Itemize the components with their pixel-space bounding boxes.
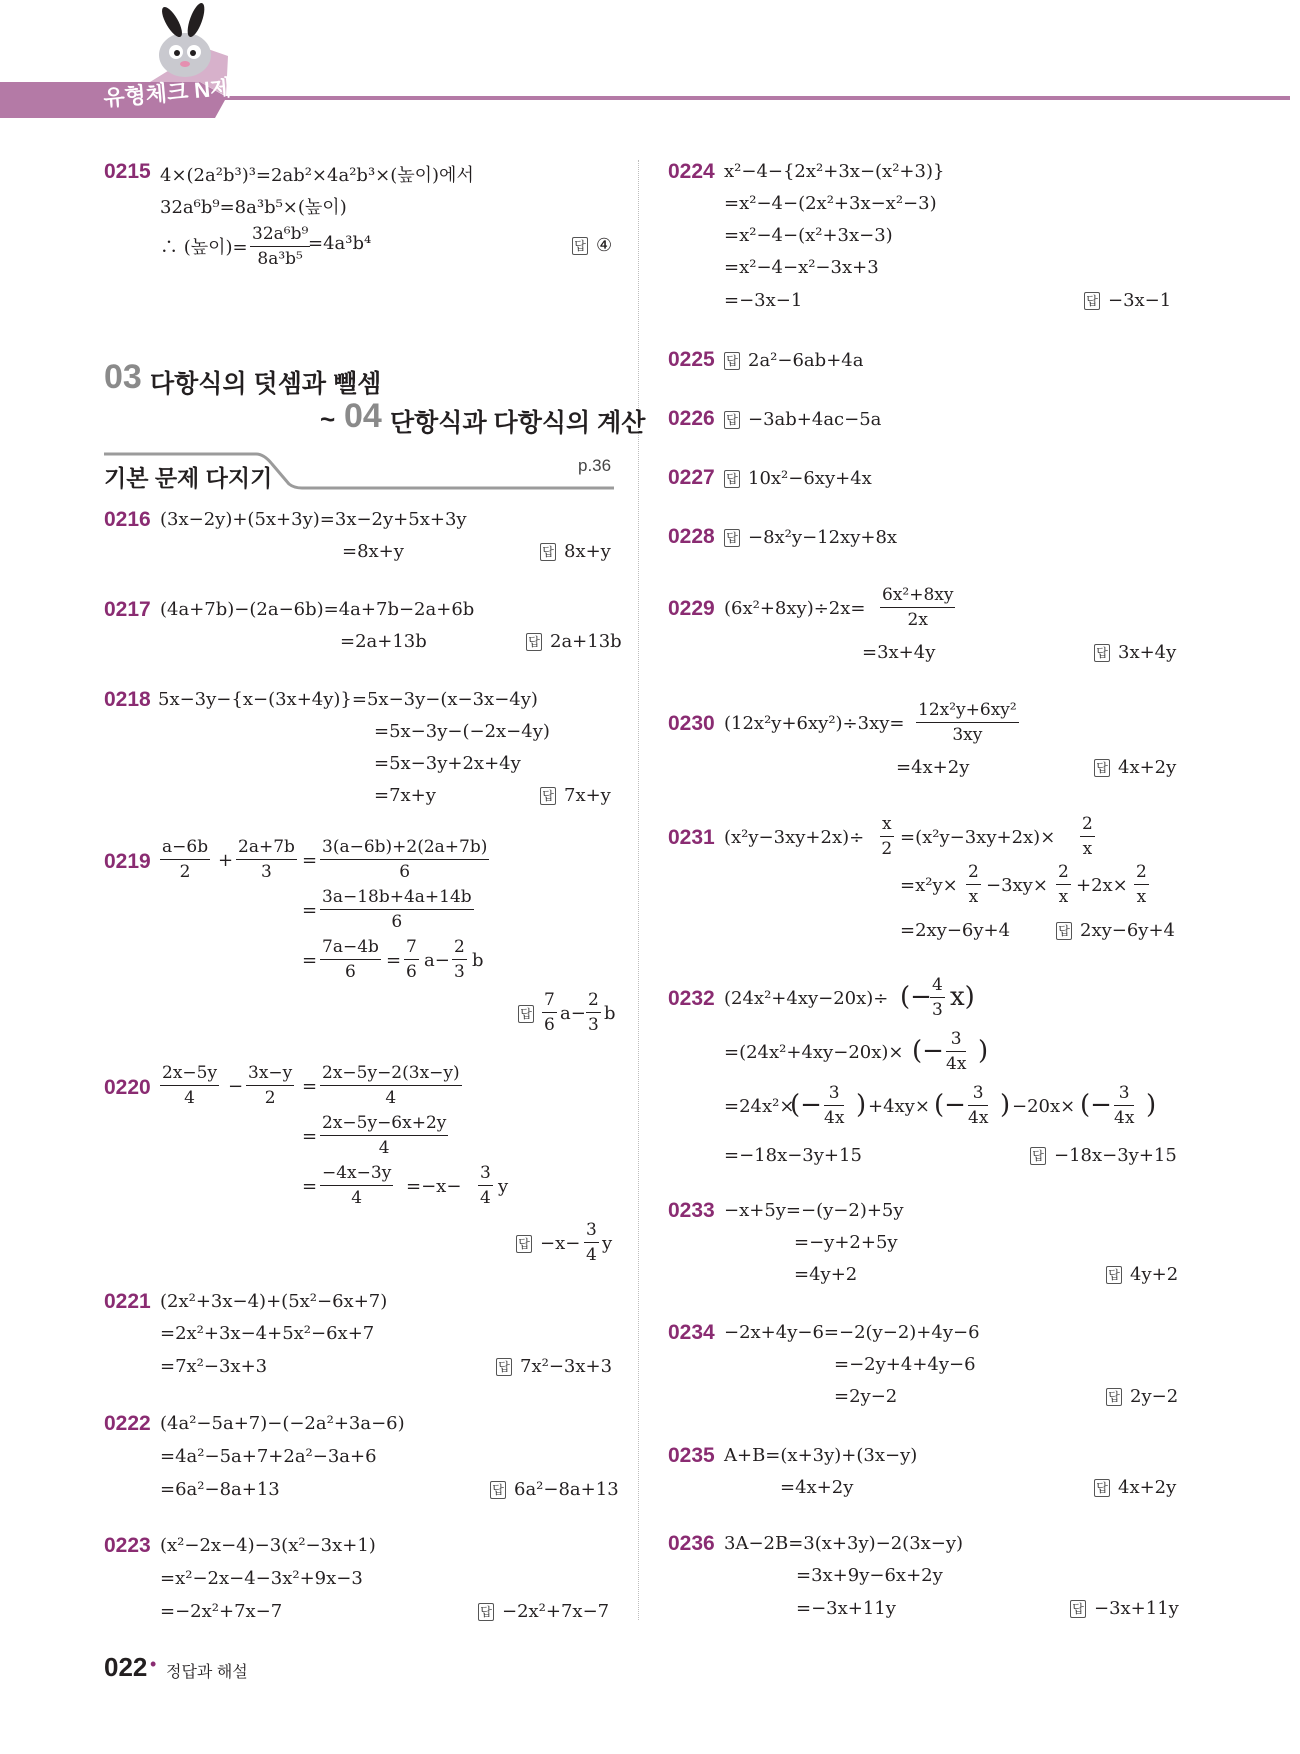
answer: 답 −3ab+4ac−5a bbox=[724, 409, 881, 430]
answer: 답 8x+y bbox=[540, 541, 611, 562]
section-number: 04 bbox=[344, 397, 382, 435]
problem-number: 0218 bbox=[104, 688, 151, 711]
solution-line: (3x−2y)+(5x+3y)=3x−2y+5x+3y bbox=[160, 509, 467, 530]
fraction: $\frac{2}{3}$ bbox=[454, 937, 465, 982]
section-title-line1: 다항식의 덧셈과 뺄셈 bbox=[150, 370, 382, 398]
fraction: $\frac{2x-5y-6x+2y}{4}$ bbox=[322, 1113, 447, 1158]
fraction: $\frac{3}{4x}$ bbox=[1114, 1083, 1135, 1128]
fraction: $\frac{7a-4b}{6}$ bbox=[322, 937, 379, 982]
footer-title: 정답과 해설 bbox=[166, 1664, 248, 1681]
problem-number: 0235 bbox=[668, 1444, 715, 1467]
problem-number: 0228 bbox=[668, 525, 715, 548]
header-banner bbox=[0, 0, 1300, 130]
answer: 답 bbox=[516, 1233, 540, 1253]
fraction: $\frac{3}{4}$ bbox=[480, 1163, 491, 1208]
answer: 답 −2x²+7x−7 bbox=[478, 1601, 609, 1622]
answer: 답 ④ bbox=[572, 235, 612, 256]
solution-line: 4×(2a²b³)³=2ab²×4a²b³×(높이)에서 bbox=[160, 165, 474, 186]
answer: 답 −18x−3y+15 bbox=[1030, 1145, 1177, 1166]
fraction: $\frac{4}{3}$ bbox=[932, 975, 943, 1020]
column-divider bbox=[638, 160, 639, 1620]
fraction: $\frac{3}{4x}$ bbox=[824, 1083, 845, 1128]
problem-number: 0221 bbox=[104, 1290, 151, 1313]
problem-number: 0223 bbox=[104, 1534, 151, 1557]
problem-number: 0219 bbox=[104, 850, 151, 873]
answer: 답 10x²−6xy+4x bbox=[724, 468, 872, 489]
fraction: $\frac{3x-y}{2}$ bbox=[248, 1063, 293, 1108]
answer: 답 −3x+11y bbox=[1070, 1598, 1179, 1619]
problem-number: 0234 bbox=[668, 1321, 715, 1344]
fraction: $\frac{3a-18b+4a+14b}{6}$ bbox=[322, 887, 472, 932]
solution-line: =8x+y bbox=[342, 541, 404, 562]
answer: 답 6a²−8a+13 bbox=[490, 1479, 619, 1500]
problem-number: 0216 bbox=[104, 508, 151, 531]
fraction: $\frac{x}{2}$ bbox=[881, 814, 893, 859]
fraction: $\frac{2}{x}$ bbox=[1136, 862, 1147, 907]
fraction: $\frac{2x-5y-2(3x-y)}{4}$ bbox=[322, 1063, 460, 1108]
solution-line: =5x−3y+2x+4y bbox=[374, 753, 521, 774]
problem-number: 0232 bbox=[668, 987, 715, 1010]
problem-number: 0217 bbox=[104, 598, 151, 621]
answer: 답 2a²−6ab+4a bbox=[724, 350, 863, 371]
page-number: 022 bbox=[104, 1652, 148, 1682]
fraction: $\frac{2}{3}$ bbox=[588, 990, 599, 1035]
problem-number: 0227 bbox=[668, 466, 715, 489]
footer-bullet: • bbox=[150, 1654, 157, 1674]
answer: 답 2xy−6y+4 bbox=[1056, 920, 1175, 941]
fraction: $\frac{2x-5y}{4}$ bbox=[162, 1063, 218, 1108]
section-title-line2: 단항식과 다항식의 계산 bbox=[390, 409, 646, 437]
fraction: $\frac{a-6b}{2}$ bbox=[162, 837, 209, 882]
problem-number: 0230 bbox=[668, 712, 715, 735]
section-number: 03 bbox=[104, 358, 142, 396]
solution-line: =2a+13b bbox=[340, 631, 427, 652]
answer: 답 3x+4y bbox=[1094, 642, 1176, 663]
fraction: $\frac{-4x-3y}{4}$ bbox=[322, 1163, 392, 1208]
answer: 답 4y+2 bbox=[1106, 1264, 1178, 1285]
problem-number: 0225 bbox=[668, 348, 715, 371]
answer-badge: 답 bbox=[572, 237, 588, 255]
fraction: $\frac{7}{6}$ bbox=[544, 990, 555, 1035]
fraction: $\frac{3(a-6b)+2(2a+7b)}{6}$ bbox=[322, 837, 488, 882]
answer: 답 2y−2 bbox=[1106, 1386, 1178, 1407]
section-title-tilde: ~ bbox=[320, 404, 336, 434]
fraction: $\frac{2}{x}$ bbox=[1058, 862, 1069, 907]
subsection-title: 기본 문제 다지기 bbox=[104, 465, 273, 491]
fraction: $\frac{\text{6x²+8xy}}{2x}$ bbox=[882, 585, 954, 630]
problem-number: 0222 bbox=[104, 1412, 151, 1435]
answer: 답 7x²−3x+3 bbox=[496, 1356, 612, 1377]
answer: 답 −3x−1 bbox=[1084, 290, 1171, 311]
fraction: $\frac{\text{12x²y+6xy²}}{3xy}$ bbox=[918, 700, 1017, 745]
problem-number: 0233 bbox=[668, 1199, 715, 1222]
solution-line: =7x+y bbox=[374, 785, 436, 806]
header-tab-label: 유형체크 N제 bbox=[102, 74, 233, 111]
solution-line: 32a⁶b⁹=8a³b⁵×(높이) bbox=[160, 197, 347, 218]
page-reference: p.36 bbox=[578, 456, 612, 475]
fraction: $\frac{2}{x}$ bbox=[968, 862, 979, 907]
bunny-mascot-icon bbox=[158, 1, 211, 77]
problem-number: 0231 bbox=[668, 826, 715, 849]
answer: 답 7x+y bbox=[540, 785, 611, 806]
fraction: $\frac{3}{4x}$ bbox=[946, 1029, 967, 1074]
fraction: $\frac{2a+7b}{3}$ bbox=[238, 837, 295, 882]
problem-number: 0229 bbox=[668, 597, 715, 620]
answer: 답 4x+2y bbox=[1094, 757, 1176, 778]
problem-number: 0215 bbox=[104, 160, 151, 183]
fraction: $\frac{\text{32a⁶b⁹}}{\text{8a³b⁵}}$ bbox=[252, 224, 309, 269]
problem-number: 0224 bbox=[668, 160, 715, 183]
solution-line: =4a³b⁴ bbox=[308, 233, 372, 254]
answer: 답 4x+2y bbox=[1094, 1477, 1176, 1498]
answer: 답 2a+13b bbox=[526, 631, 622, 652]
fraction: $\frac{7}{6}$ bbox=[406, 937, 417, 982]
problem-number: 0236 bbox=[668, 1532, 715, 1555]
problem-number: 0226 bbox=[668, 407, 715, 430]
answer: 답 −8x²y−12xy+8x bbox=[724, 527, 897, 548]
fraction: $\frac{3}{4x}$ bbox=[968, 1083, 989, 1128]
solution-line: =5x−3y−(−2x−4y) bbox=[374, 721, 550, 742]
fraction: $\frac{3}{4}$ bbox=[586, 1220, 597, 1265]
answer: 답 bbox=[518, 1003, 542, 1023]
solution-line: 5x−3y−{x−(3x+4y)}=5x−3y−(x−3x−4y) bbox=[158, 689, 538, 710]
solution-line: (4a+7b)−(2a−6b)=4a+7b−2a+6b bbox=[160, 599, 475, 620]
solution-line: ∴ (높이)= bbox=[160, 237, 248, 258]
fraction: $\frac{2}{x}$ bbox=[1082, 814, 1093, 859]
problem-number: 0220 bbox=[104, 1076, 151, 1099]
